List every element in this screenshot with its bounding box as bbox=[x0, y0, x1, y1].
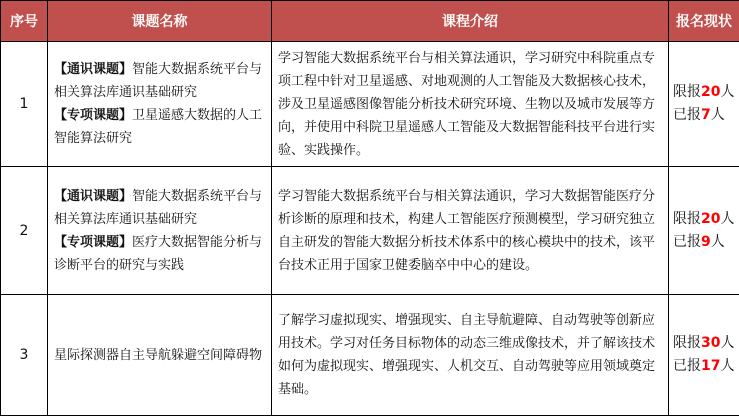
header-intro: 课程介绍 bbox=[272, 1, 669, 42]
limit-line bbox=[673, 208, 735, 231]
row-topic: 星际探测器自主导航躲避空间障碍物 bbox=[48, 295, 272, 416]
row-intro: 学习智能大数据系统平台与相关算法通识，学习大数据智能医疗分析诊断的原理和技术，构建人工智能医疗预测模型，学习研究独立自主研发的智能大数据分析技术体系中的核心模块中的技术，该平台技术正用于国家卫健委脑卒中中心的建设。 bbox=[272, 167, 669, 295]
enrolled-prefix: 已报 bbox=[673, 234, 701, 250]
limit-prefix: 限报 bbox=[673, 211, 701, 227]
limit-suffix: 人 bbox=[720, 84, 734, 100]
header-row bbox=[1, 1, 739, 42]
enrolled-prefix: 已报 bbox=[673, 358, 701, 374]
limit-prefix: 限报 bbox=[673, 84, 701, 100]
limit-count: 30 bbox=[701, 335, 720, 351]
row-status bbox=[669, 295, 739, 416]
row-intro: 学习智能大数据系统平台与相关算法通识，学习研究中科院重点专项工程中针对卫星遥感、对地观测的人工智能及大数据核心技术，涉及卫星遥感图像智能分析技术研究环境、生物以及城市发展等方向，并使用中科院卫星遥感人工智能及大数据智能科技平台进行实验、实践操作。 bbox=[272, 42, 669, 167]
topic-title: 卫星遥感大数据的人工智能算法研究 bbox=[54, 108, 262, 146]
table-row bbox=[1, 295, 739, 416]
enrolled-line bbox=[673, 355, 735, 378]
topic-tag: 【专项课题】 bbox=[54, 108, 132, 123]
header-topic: 课题名称 bbox=[48, 1, 272, 42]
limit-count: 20 bbox=[701, 211, 720, 227]
enrolled-suffix: 人 bbox=[711, 107, 725, 123]
table-row bbox=[1, 167, 739, 295]
row-status bbox=[669, 167, 739, 295]
header-status: 报名现状 bbox=[669, 1, 739, 42]
enrolled-count: 17 bbox=[701, 358, 720, 374]
row-index: 1 bbox=[1, 42, 48, 167]
topic-title: 医疗大数据智能分析与诊断平台的研究与实践 bbox=[54, 235, 262, 273]
limit-suffix: 人 bbox=[720, 335, 734, 351]
row-topic bbox=[48, 167, 272, 295]
header-index: 序号 bbox=[1, 1, 48, 42]
table-row bbox=[1, 42, 739, 167]
enrolled-prefix: 已报 bbox=[673, 107, 701, 123]
topic-tag: 【通识课题】 bbox=[54, 189, 132, 204]
enrolled-line bbox=[673, 104, 735, 127]
topic-title: 智能大数据系统平台与相关算法库通识基础研究 bbox=[54, 189, 262, 227]
limit-suffix: 人 bbox=[720, 211, 734, 227]
topic-tag: 【通识课题】 bbox=[54, 62, 132, 77]
row-topic bbox=[48, 42, 272, 167]
topic-tag: 【专项课题】 bbox=[54, 235, 132, 250]
enrolled-count: 7 bbox=[701, 107, 711, 123]
enrolled-count: 9 bbox=[701, 234, 711, 250]
row-status bbox=[669, 42, 739, 167]
row-index: 3 bbox=[1, 295, 48, 416]
row-index: 2 bbox=[1, 167, 48, 295]
limit-line bbox=[673, 332, 735, 355]
limit-count: 20 bbox=[701, 84, 720, 100]
enrolled-line bbox=[673, 231, 735, 254]
topic-title: 智能大数据系统平台与相关算法库通识基础研究 bbox=[54, 62, 262, 100]
row-intro: 了解学习虚拟现实、增强现实、自主导航避障、自动驾驶等创新应用技术。学习对任务目标物体的动态三维成像技术，并了解该技术如何为虚拟现实、增强现实、人机交互、自动驾驶等应用领域奠定基础。 bbox=[272, 295, 669, 416]
enrolled-suffix: 人 bbox=[711, 234, 725, 250]
limit-line bbox=[673, 81, 735, 104]
limit-prefix: 限报 bbox=[673, 335, 701, 351]
enrolled-suffix: 人 bbox=[720, 358, 734, 374]
